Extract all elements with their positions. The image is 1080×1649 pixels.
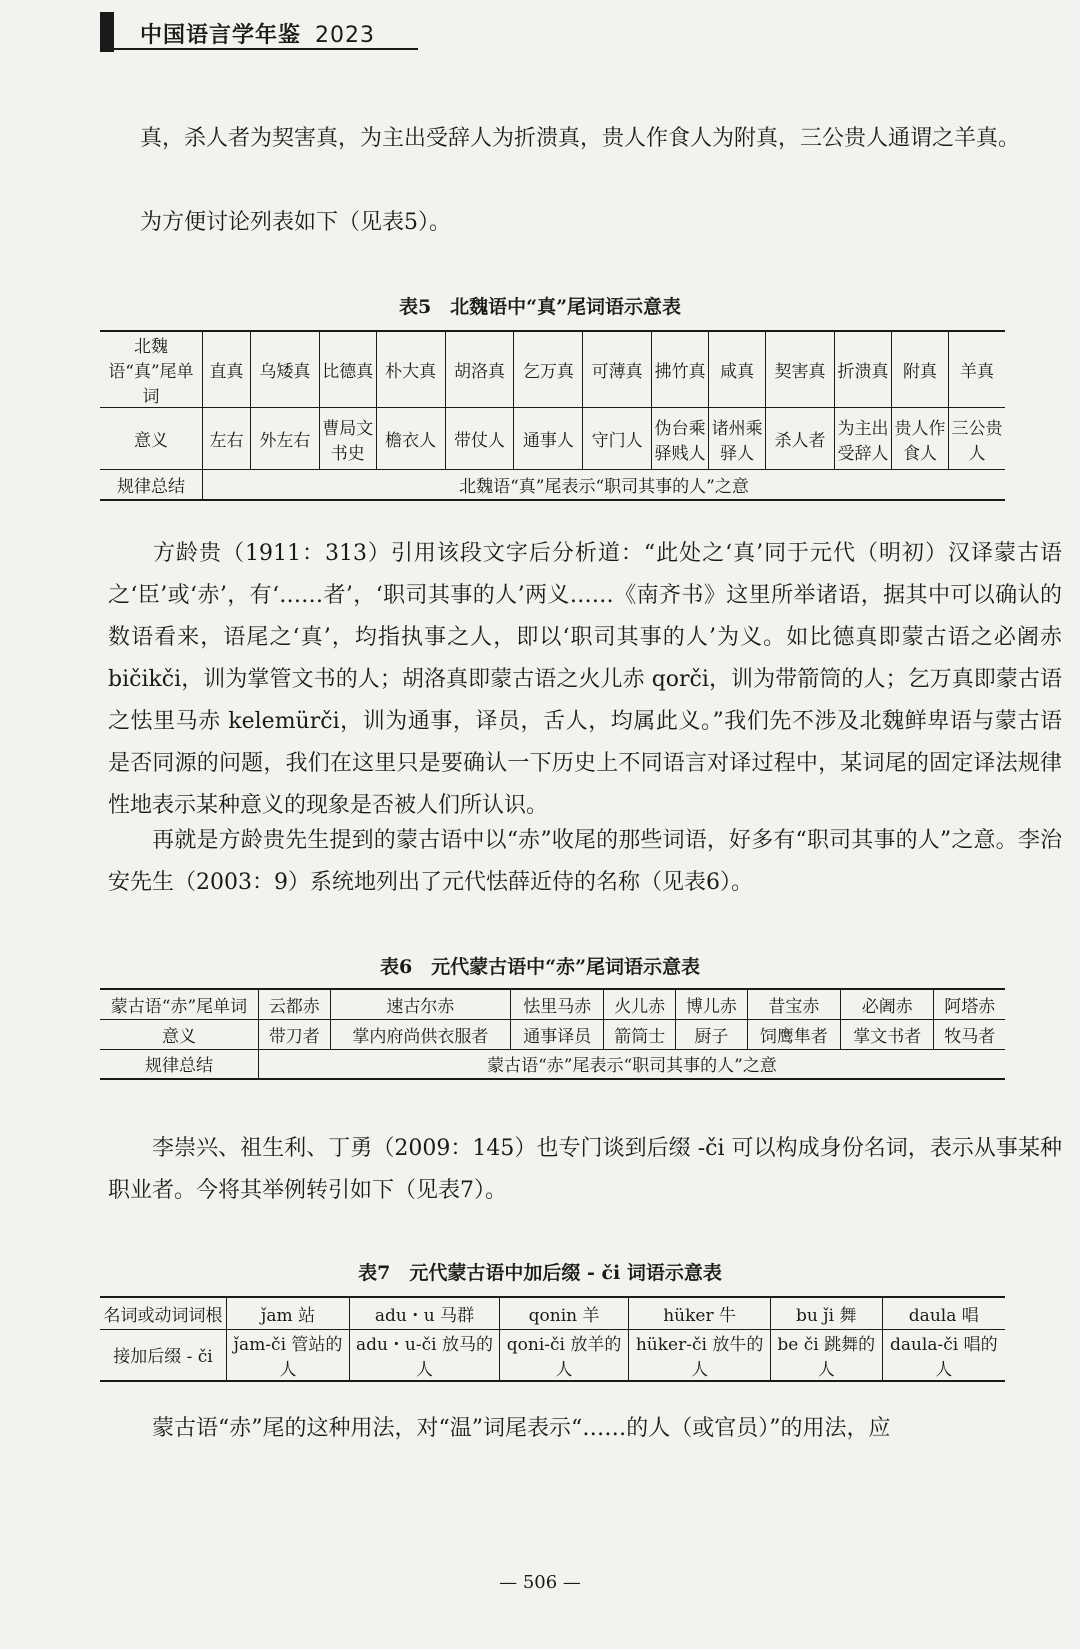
table6-meaning: 带刀者 [259,1019,331,1049]
table5-word: 拂竹真 [652,331,709,408]
table5-word: 折溃真 [835,331,892,408]
table6-word: 博儿赤 [676,989,748,1019]
table7-root: adu・u 马群 [350,1297,500,1329]
table7-row2-label: 接加后缀 - či [100,1329,227,1381]
table5-word: 朴大真 [376,331,445,408]
table5-row1-label: 北魏语“真”尾单词 [100,331,203,408]
table5-word: 附真 [892,331,949,408]
table6-word: 昔宝赤 [747,989,840,1019]
table5-meaning: 带仗人 [445,408,514,470]
table5-word: 胡洛真 [445,331,514,408]
table7-derived: adu・u-či 放马的人 [350,1329,500,1381]
table7-derived: hüker-či 放牛的人 [629,1329,771,1381]
table6-meaning: 箭筒士 [604,1019,676,1049]
table5-word: 比德真 [319,331,376,408]
paragraph-2: 为方便讨论列表如下（见表5）。 [140,210,451,235]
table5-row3-label: 规律总结 [100,470,203,500]
paragraph-5-text: 李崇兴、祖生利、丁勇（2009：145）也专门谈到后缀 -či 可以构成身份名词，表示从事某种职业者。今将其举例转引如下（见表7）。 [108,1136,1062,1203]
table7-caption: 表7 元代蒙古语中加后缀 - či 词语示意表 [358,1262,722,1284]
table5-meaning: 外左右 [250,408,319,470]
table7-derived: daula-či 唱的人 [882,1329,1005,1381]
table6-word: 云都赤 [259,989,331,1019]
paragraph-1: 真，杀人者为契害真，为主出受辞人为折溃真，贵人作食人为附真，三公贵人通谓之羊真。 [140,126,1021,151]
table5-word: 可薄真 [583,331,652,408]
table-6 [100,988,1005,1080]
table5-meaning: 伪台乘驿贱人 [652,408,709,470]
table5-meaning: 曹局文书史 [319,408,376,470]
table5-meaning: 为主出受辞人 [835,408,892,470]
header-title: 中国语言学年鉴 [140,23,302,48]
table6-word: 阿塔赤 [934,989,1005,1019]
table7-root: daula 唱 [882,1297,1005,1329]
table5-meaning: 通事人 [514,408,583,470]
table6-caption: 表6 元代蒙古语中“赤”尾词语示意表 [379,956,701,978]
table7-root: ǰam 站 [227,1297,350,1329]
table6-meaning: 掌内府尚供衣服者 [330,1019,510,1049]
table5-row2-label: 意义 [100,408,203,470]
table5-word: 直真 [203,331,251,408]
table5-meaning: 诸州乘驿人 [709,408,766,470]
header-marker [100,12,114,52]
paragraph-4-text: 再就是方龄贵先生提到的蒙古语中以“赤”收尾的那些词语，好多有“职司其事的人”之意。李治安先生（2003：9）系统地列出了元代怯薛近侍的名称（见表6）。 [108,828,1062,895]
table-7 [100,1296,1005,1382]
table7-derived: ǰam-či 管站的人 [227,1329,350,1381]
table5-meaning: 檐衣人 [376,408,445,470]
table5-word: 咸真 [709,331,766,408]
table7-derived: qoni-či 放羊的人 [499,1329,628,1381]
table6-word: 怯里马赤 [511,989,604,1019]
paragraph-6 [108,1408,1062,1450]
running-header [140,18,375,49]
table6-meaning: 牧马者 [934,1019,1005,1049]
table7-root: qonin 羊 [499,1297,628,1329]
table5-meaning: 守门人 [583,408,652,470]
table7-root: hüker 牛 [629,1297,771,1329]
page-number: — 506 — [499,1572,581,1593]
table5-word: 乌矮真 [250,331,319,408]
table6-row2-label: 意义 [100,1019,259,1049]
table5-meaning: 三公贵人 [949,408,1006,470]
table6-meaning: 厨子 [676,1019,748,1049]
table5-summary: 北魏语“真”尾表示“职司其事的人”之意 [203,470,1006,500]
table6-summary: 蒙古语“赤”尾表示“职司其事的人”之意 [259,1049,1006,1079]
paragraph-3-text: 方龄贵（1911：313）引用该段文字后分析道：“此处之‘真’同于元代（明初）汉译蒙古语之‘臣’或‘赤’，有‘……者’，‘职司其事的人’两义……《南齐书》这里所举诸语，据其中可以确认的数语看来，语尾之‘真’，均指执事之人，即以‘职司其事的人’为义。如比德真即蒙古语之必阇赤 bičikči，训为掌管文书的人；胡洛真即蒙古语之火儿赤 qorči，训为带箭筒的人；乞万真即蒙古语之怯里马赤 kelemürči，训为通事，译员，舌人，均属此义。”我们先不涉及北魏鲜卑语与蒙古语是否同源的问题，我们在这里只是要确认一下历史上不同语言对译过程中，某词尾的固定译法规律性地表示某种意义的现象是否被人们所认识。 [108,541,1062,818]
table6-word: 必阇赤 [841,989,934,1019]
header-year: 2023 [315,23,376,48]
table-5 [100,330,1005,501]
table6-row1-label: 蒙古语“赤”尾单词 [100,989,259,1019]
paragraph-4 [108,820,1062,904]
header-rule [100,48,418,50]
table7-root: bu ǰi 舞 [770,1297,882,1329]
table5-meaning: 杀人者 [766,408,835,470]
paragraph-6-text: 蒙古语“赤”尾的这种用法，对“温”词尾表示“……的人（或官员）”的用法，应 [152,1416,891,1441]
table6-word: 火儿赤 [604,989,676,1019]
table6-meaning: 饲鹰隼者 [747,1019,840,1049]
table5-word: 羊真 [949,331,1006,408]
table5-meaning: 贵人作食人 [892,408,949,470]
table7-derived: be či 跳舞的人 [770,1329,882,1381]
paragraph-3 [108,533,1062,827]
table5-caption: 表5 北魏语中“真”尾词语示意表 [398,296,682,318]
table6-meaning: 掌文书者 [841,1019,934,1049]
table5-word: 契害真 [766,331,835,408]
table6-word: 速古尔赤 [330,989,510,1019]
table6-row3-label: 规律总结 [100,1049,259,1079]
table5-meaning: 左右 [203,408,251,470]
paragraph-5 [108,1128,1062,1212]
table7-row1-label: 名词或动词词根 [100,1297,227,1329]
table5-word: 乞万真 [514,331,583,408]
table6-meaning: 通事译员 [511,1019,604,1049]
